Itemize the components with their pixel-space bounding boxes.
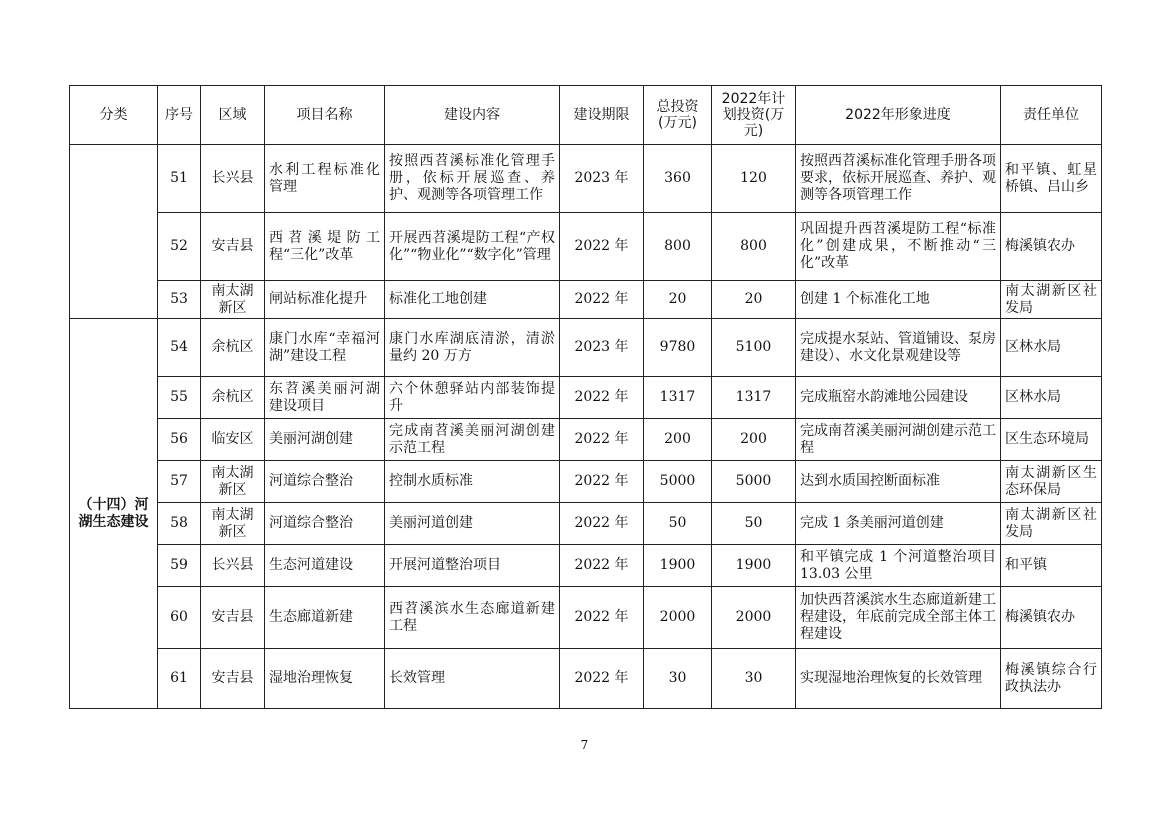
table-row <box>70 461 1102 503</box>
cell-name: 美丽河湖创建 <box>265 419 385 461</box>
cell-seq: 53 <box>158 281 201 319</box>
page-number: 7 <box>580 738 589 752</box>
cell-plan: 120 <box>712 145 796 213</box>
cell-name: 水利工程标准化管理 <box>265 145 385 213</box>
table-row <box>70 145 1102 213</box>
table-row <box>70 377 1102 419</box>
cell-unit: 梅溪镇综合行政执法办 <box>1001 649 1102 709</box>
cell-name: 康门水库“幸福河湖”建设工程 <box>265 319 385 377</box>
cell-unit: 南太湖新区社发局 <box>1001 281 1102 319</box>
cell-seq: 59 <box>158 545 201 587</box>
cell-region: 南太湖新区 <box>201 461 265 503</box>
cell-plan: 5100 <box>712 319 796 377</box>
cell-plan: 30 <box>712 649 796 709</box>
cell-seq: 60 <box>158 587 201 649</box>
cell-seq: 58 <box>158 503 201 545</box>
cell-period: 2022 年 <box>560 419 644 461</box>
cell-region: 长兴县 <box>201 545 265 587</box>
cell-progress: 和平镇完成 1 个河道整治项目 13.03 公里 <box>796 545 1001 587</box>
cell-total: 9780 <box>644 319 712 377</box>
cell-progress: 完成瓶窑水韵滩地公园建设 <box>796 377 1001 419</box>
cell-total: 20 <box>644 281 712 319</box>
cell-name: 西苕溪堤防工程“三化”改革 <box>265 213 385 281</box>
cell-seq: 54 <box>158 319 201 377</box>
cell-unit: 和平镇、虹星桥镇、吕山乡 <box>1001 145 1102 213</box>
category-cell: （十四）河湖生态建设 <box>70 319 158 709</box>
cell-content: 按照西苕溪标准化管理手册，依标开展巡查、养护、观测等各项管理工作 <box>385 145 560 213</box>
cell-period: 2022 年 <box>560 503 644 545</box>
cell-content: 美丽河道创建 <box>385 503 560 545</box>
cell-total: 360 <box>644 145 712 213</box>
cell-period: 2023 年 <box>560 145 644 213</box>
table-row <box>70 319 1102 377</box>
cell-region: 长兴县 <box>201 145 265 213</box>
cell-content: 西苕溪滨水生态廊道新建工程 <box>385 587 560 649</box>
cell-seq: 51 <box>158 145 201 213</box>
cell-plan: 20 <box>712 281 796 319</box>
header-category: 分类 <box>70 86 158 145</box>
cell-region: 余杭区 <box>201 377 265 419</box>
cell-progress: 完成提水泵站、管道铺设、泵房建设）、水文化景观建设等 <box>796 319 1001 377</box>
header-content: 建设内容 <box>385 86 560 145</box>
cell-name: 生态河道建设 <box>265 545 385 587</box>
header-plan: 2022年计划投资(万元) <box>712 86 796 145</box>
cell-period: 2022 年 <box>560 545 644 587</box>
cell-plan: 800 <box>712 213 796 281</box>
table-row <box>70 545 1102 587</box>
cell-period: 2022 年 <box>560 649 644 709</box>
cell-unit: 区林水局 <box>1001 377 1102 419</box>
cell-unit: 区生态环境局 <box>1001 419 1102 461</box>
cell-period: 2022 年 <box>560 213 644 281</box>
cell-period: 2022 年 <box>560 281 644 319</box>
cell-region: 南太湖新区 <box>201 281 265 319</box>
cell-content: 开展河道整治项目 <box>385 545 560 587</box>
cell-total: 1900 <box>644 545 712 587</box>
cell-period: 2022 年 <box>560 461 644 503</box>
cell-total: 30 <box>644 649 712 709</box>
cell-region: 安吉县 <box>201 587 265 649</box>
header-name: 项目名称 <box>265 86 385 145</box>
category-cell-continued <box>70 145 158 319</box>
cell-seq: 52 <box>158 213 201 281</box>
cell-total: 800 <box>644 213 712 281</box>
header-period: 建设期限 <box>560 86 644 145</box>
table-row <box>70 281 1102 319</box>
cell-region: 安吉县 <box>201 649 265 709</box>
cell-content: 长效管理 <box>385 649 560 709</box>
cell-content: 完成南苕溪美丽河湖创建示范工程 <box>385 419 560 461</box>
cell-content: 控制水质标准 <box>385 461 560 503</box>
cell-name: 闸站标准化提升 <box>265 281 385 319</box>
cell-region: 临安区 <box>201 419 265 461</box>
cell-plan: 200 <box>712 419 796 461</box>
cell-content: 开展西苕溪堤防工程“产权化”“物业化”“数字化”管理 <box>385 213 560 281</box>
header-row <box>70 86 1102 145</box>
cell-total: 50 <box>644 503 712 545</box>
table-row <box>70 419 1102 461</box>
cell-total: 1317 <box>644 377 712 419</box>
table-row <box>70 649 1102 709</box>
cell-unit: 区林水局 <box>1001 319 1102 377</box>
cell-unit: 南太湖新区社发局 <box>1001 503 1102 545</box>
cell-progress: 实现湿地治理恢复的长效管理 <box>796 649 1001 709</box>
table-row <box>70 213 1102 281</box>
cell-period: 2023 年 <box>560 319 644 377</box>
table-row <box>70 587 1102 649</box>
cell-period: 2022 年 <box>560 587 644 649</box>
cell-total: 2000 <box>644 587 712 649</box>
cell-total: 200 <box>644 419 712 461</box>
cell-unit: 梅溪镇农办 <box>1001 213 1102 281</box>
cell-progress: 完成南苕溪美丽河湖创建示范工程 <box>796 419 1001 461</box>
cell-total: 5000 <box>644 461 712 503</box>
header-total: 总投资(万元) <box>644 86 712 145</box>
cell-content: 六个休憩驿站内部装饰提升 <box>385 377 560 419</box>
cell-plan: 1900 <box>712 545 796 587</box>
cell-plan: 1317 <box>712 377 796 419</box>
cell-seq: 57 <box>158 461 201 503</box>
cell-progress: 加快西苕溪滨水生态廊道新建工程建设，年底前完成全部主体工程建设 <box>796 587 1001 649</box>
cell-progress: 巩固提升西苕溪堤防工程“标准化”创建成果，不断推动“三化”改革 <box>796 213 1001 281</box>
cell-name: 生态廊道新建 <box>265 587 385 649</box>
cell-region: 余杭区 <box>201 319 265 377</box>
cell-progress: 按照西苕溪标准化管理手册各项要求，依标开展巡查、养护、观测等各项管理工作 <box>796 145 1001 213</box>
cell-name: 东苕溪美丽河湖建设项目 <box>265 377 385 419</box>
cell-plan: 5000 <box>712 461 796 503</box>
cell-period: 2022 年 <box>560 377 644 419</box>
header-progress: 2022年形象进度 <box>796 86 1001 145</box>
cell-unit: 和平镇 <box>1001 545 1102 587</box>
cell-name: 湿地治理恢复 <box>265 649 385 709</box>
header-unit: 责任单位 <box>1001 86 1102 145</box>
cell-region: 南太湖新区 <box>201 503 265 545</box>
header-region: 区域 <box>201 86 265 145</box>
cell-progress: 创建 1 个标准化工地 <box>796 281 1001 319</box>
cell-name: 河道综合整治 <box>265 503 385 545</box>
project-table <box>69 85 1102 709</box>
cell-seq: 61 <box>158 649 201 709</box>
cell-name: 河道综合整治 <box>265 461 385 503</box>
cell-unit: 梅溪镇农办 <box>1001 587 1102 649</box>
cell-content: 康门水库湖底清淤，清淤量约 20 万方 <box>385 319 560 377</box>
cell-progress: 达到水质国控断面标准 <box>796 461 1001 503</box>
cell-plan: 50 <box>712 503 796 545</box>
cell-progress: 完成 1 条美丽河道创建 <box>796 503 1001 545</box>
cell-seq: 56 <box>158 419 201 461</box>
cell-region: 安吉县 <box>201 213 265 281</box>
cell-plan: 2000 <box>712 587 796 649</box>
cell-seq: 55 <box>158 377 201 419</box>
cell-content: 标准化工地创建 <box>385 281 560 319</box>
header-seq: 序号 <box>158 86 201 145</box>
table-row <box>70 503 1102 545</box>
cell-unit: 南太湖新区生态环保局 <box>1001 461 1102 503</box>
